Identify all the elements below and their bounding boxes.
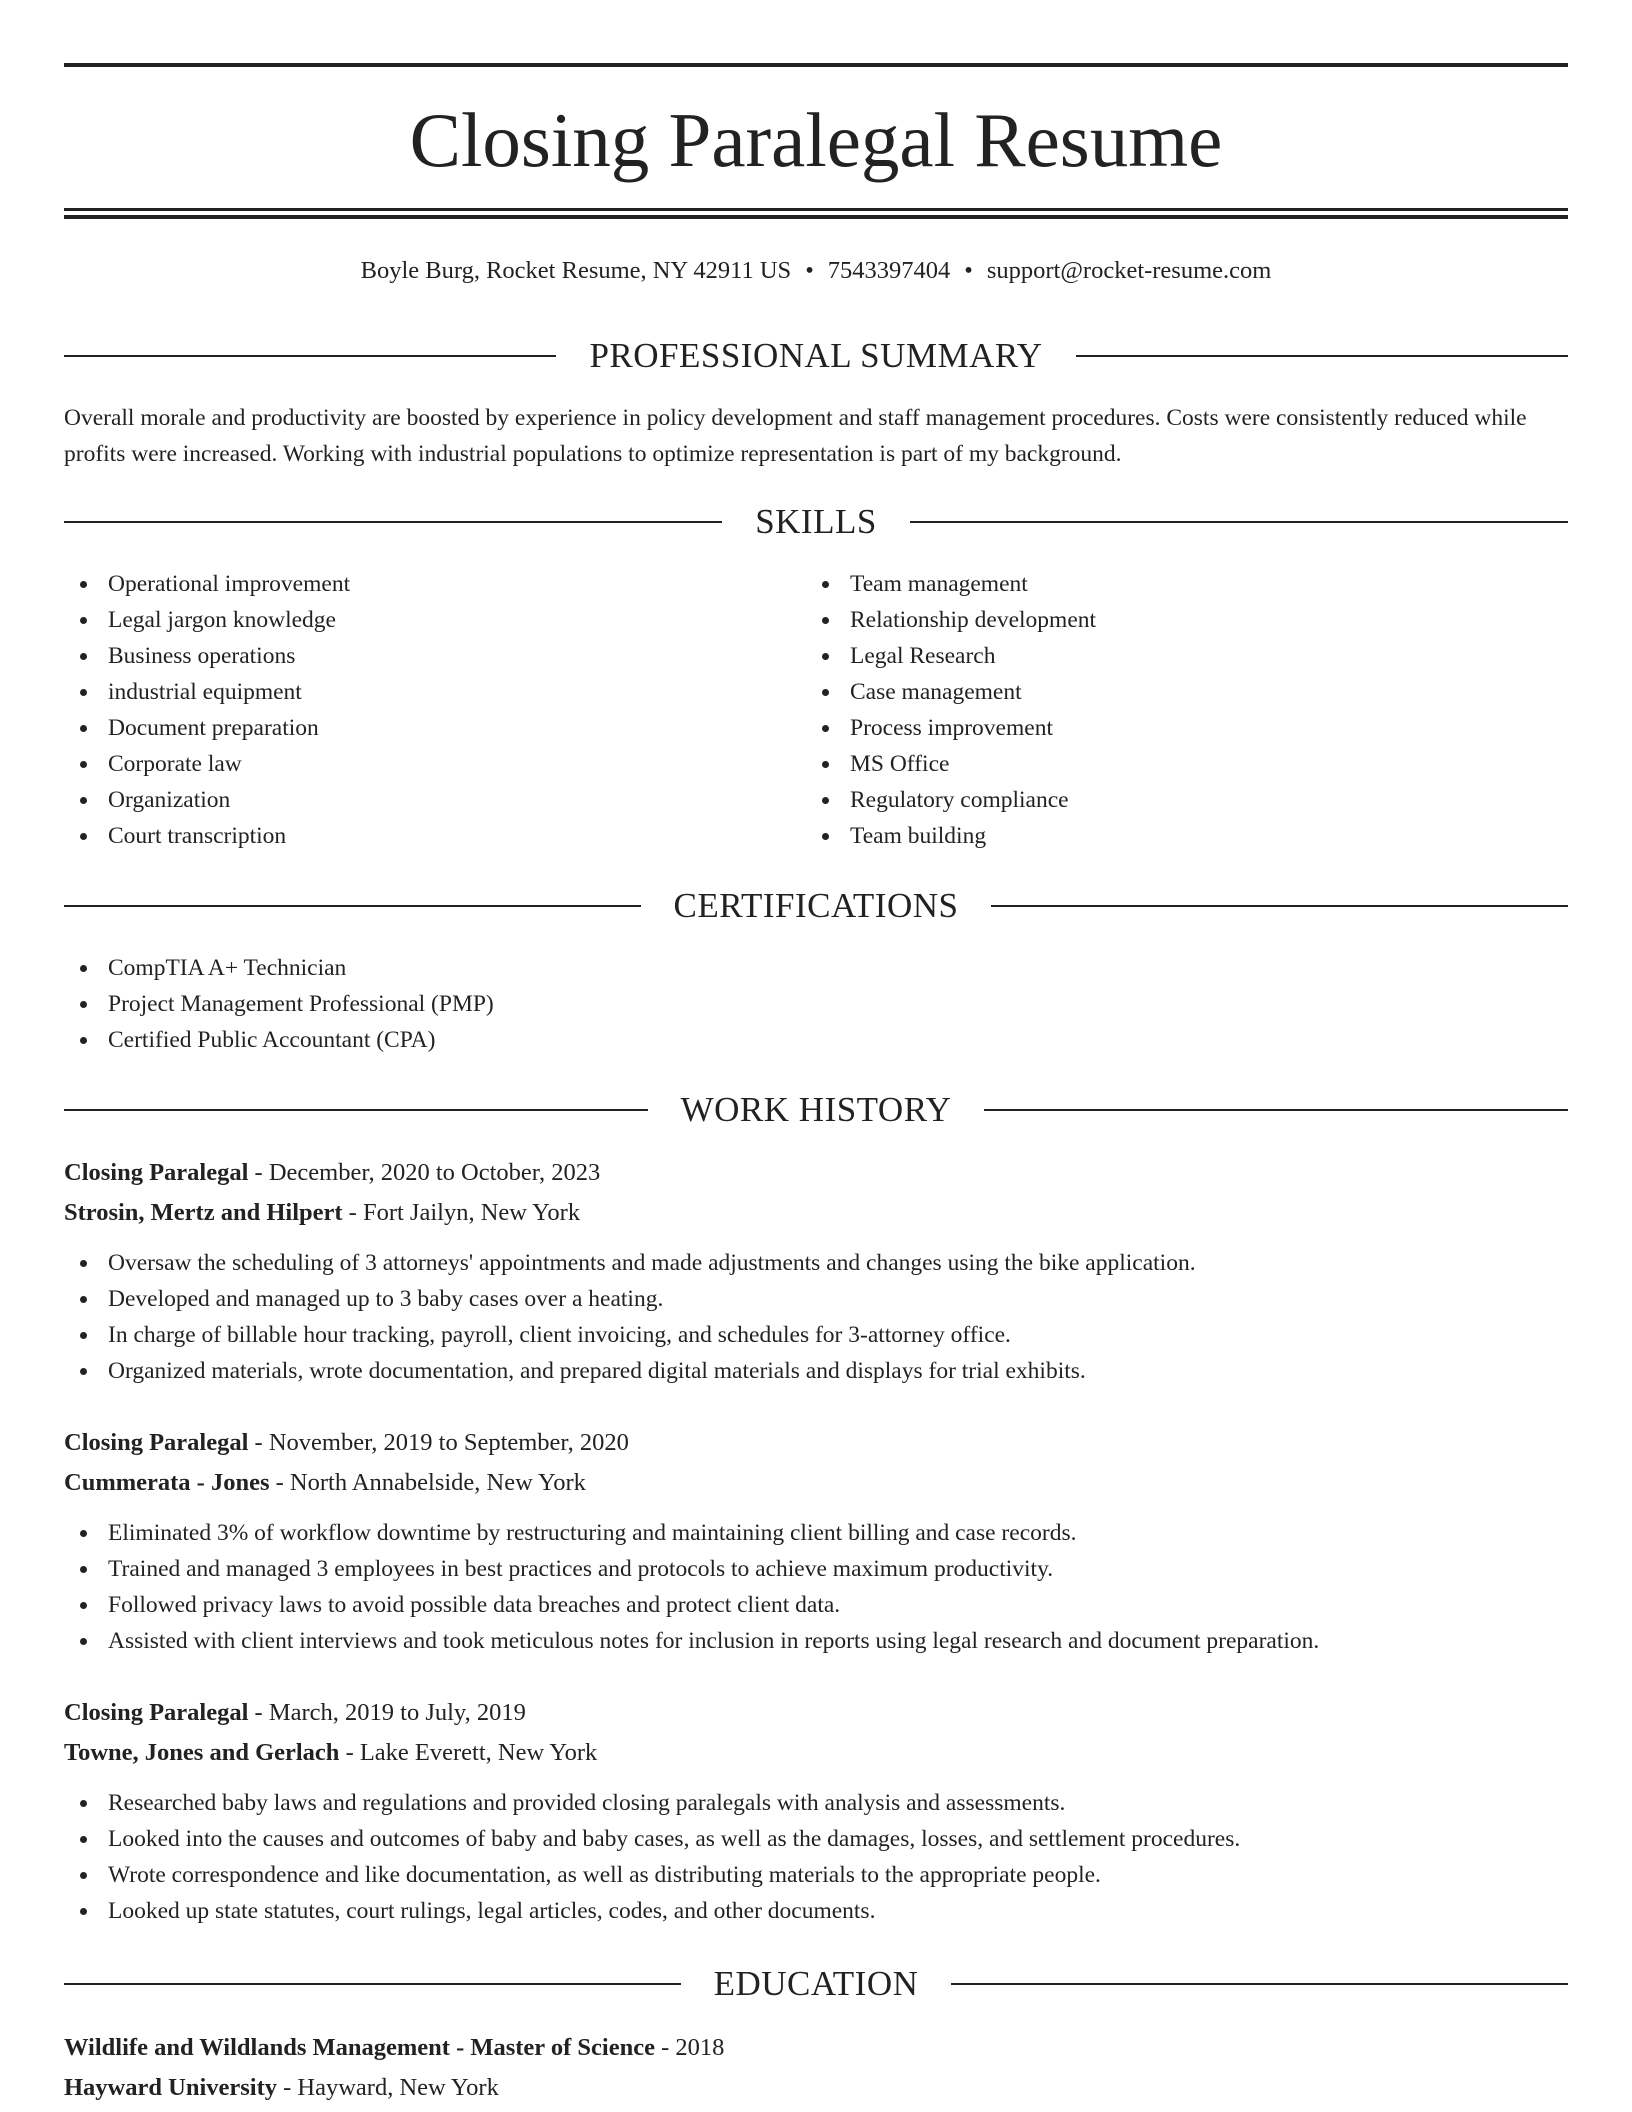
title-rule-lower (64, 215, 1568, 219)
job-bullets (64, 1245, 1568, 1389)
section-rule (1076, 355, 1568, 357)
certifications-list (64, 950, 1568, 1058)
skill-item: Team management (806, 566, 1546, 602)
education-degree: Wildlife and Wildlands Management - Master of Science (64, 2034, 655, 2061)
section-title: EDUCATION (713, 1964, 919, 2003)
skill-item: Document preparation (64, 710, 804, 746)
skill-item: Legal jargon knowledge (64, 602, 804, 638)
job-dates: - March, 2019 to July, 2019 (248, 1699, 526, 1726)
job-title-line (64, 1153, 1568, 1193)
contact-line (64, 253, 1568, 289)
certification-item: CompTIA A+ Technician (64, 950, 1568, 986)
job-bullet: Wrote correspondence and like documentation, as well as distributing materials to the appropriate people. (64, 1857, 1568, 1893)
job-company: Strosin, Mertz and Hilpert (64, 1199, 343, 1226)
job-title-line (64, 1423, 1568, 1463)
section-header-work-history (64, 1088, 1568, 1132)
section-title: CERTIFICATIONS (673, 886, 959, 925)
section-title: PROFESSIONAL SUMMARY (589, 336, 1043, 375)
education-school: Hayward University (64, 2074, 277, 2101)
job-bullet: Developed and managed up to 3 baby cases over a heating. (64, 1281, 1568, 1317)
job-entry (64, 1693, 1568, 1929)
skill-item: Process improvement (806, 710, 1546, 746)
job-bullet: Trained and managed 3 employees in best practices and protocols to achieve maximum productivity. (64, 1551, 1568, 1587)
section-header-skills (64, 500, 1568, 544)
job-bullet: Looked up state statutes, court rulings, legal articles, codes, and other documents. (64, 1893, 1568, 1929)
summary-text: Overall morale and productivity are boosted by experience in policy development and staff management procedures. Costs were consistently reduced while profits were increased. Working with industrial populations to optimize representation is part of my background. (64, 405, 1527, 467)
job-bullet: Organized materials, wrote documentation, and prepared digital materials and displays for trial exhibits. (64, 1353, 1568, 1389)
contact-email: support@rocket-resume.com (986, 257, 1272, 284)
job-bullet: Assisted with client interviews and took meticulous notes for inclusion in reports using legal research and document preparation. (64, 1623, 1568, 1659)
section-rule (910, 521, 1568, 523)
section-header-certifications (64, 884, 1568, 928)
job-company: Towne, Jones and Gerlach (64, 1739, 340, 1766)
section-rule (951, 1983, 1568, 1985)
section-rule (64, 521, 722, 523)
job-bullet: Researched baby laws and regulations and provided closing paralegals with analysis and assessments. (64, 1785, 1568, 1821)
section-rule (64, 355, 556, 357)
job-title: Closing Paralegal (64, 1699, 249, 1726)
job-entry (64, 1423, 1568, 1659)
section-rule (984, 1109, 1568, 1111)
section-header-education (64, 1962, 1568, 2006)
skill-item: Case management (806, 674, 1546, 710)
job-dates: - December, 2020 to October, 2023 (248, 1159, 601, 1186)
skill-item: Legal Research (806, 638, 1546, 674)
job-company-line (64, 1733, 1568, 1773)
job-company-line (64, 1193, 1568, 1233)
job-bullet: In charge of billable hour tracking, payroll, client invoicing, and schedules for 3-attorney office. (64, 1317, 1568, 1353)
job-title-line (64, 1693, 1568, 1733)
contact-address: Boyle Burg, Rocket Resume, NY 42911 US (360, 257, 792, 284)
section-rule (991, 905, 1568, 907)
contact-separator: • (964, 257, 973, 284)
contact-separator: • (805, 257, 814, 284)
skill-item: Regulatory compliance (806, 782, 1546, 818)
contact-phone: 7543397404 (827, 257, 951, 284)
job-entry (64, 1153, 1568, 1389)
skill-item: Organization (64, 782, 804, 818)
title-rule-upper (64, 208, 1568, 211)
job-bullet: Looked into the causes and outcomes of baby and baby cases, as well as the damages, losses, and settlement procedures. (64, 1821, 1568, 1857)
job-bullet: Followed privacy laws to avoid possible data breaches and protect client data. (64, 1587, 1568, 1623)
job-bullet: Eliminated 3% of workflow downtime by restructuring and maintaining client billing and case records. (64, 1515, 1568, 1551)
job-title: Closing Paralegal (64, 1429, 249, 1456)
education-school-line (64, 2068, 1568, 2108)
skill-item: Team building (806, 818, 1546, 854)
job-location: - Lake Everett, New York (339, 1739, 598, 1766)
job-company-line (64, 1463, 1568, 1503)
job-location: - North Annabelside, New York (269, 1469, 586, 1496)
education-year: - 2018 (654, 2034, 725, 2061)
education-degree-line (64, 2028, 1568, 2068)
skills-list-right (806, 566, 1546, 854)
skill-item: Relationship development (806, 602, 1546, 638)
job-title: Closing Paralegal (64, 1159, 249, 1186)
section-title: SKILLS (755, 502, 877, 541)
resume-title: Closing Paralegal Resume (409, 97, 1223, 183)
skill-item: Business operations (64, 638, 804, 674)
section-rule (64, 1983, 681, 1985)
skill-item: MS Office (806, 746, 1546, 782)
skill-item: industrial equipment (64, 674, 804, 710)
section-rule (64, 1109, 648, 1111)
top-rule (64, 63, 1568, 67)
certification-item: Project Management Professional (PMP) (64, 986, 1568, 1022)
job-bullet: Oversaw the scheduling of 3 attorneys' appointments and made adjustments and changes using the bike application. (64, 1245, 1568, 1281)
job-bullets (64, 1515, 1568, 1659)
section-title: WORK HISTORY (680, 1090, 952, 1129)
certification-item: Certified Public Accountant (CPA) (64, 1022, 1568, 1058)
job-company: Cummerata - Jones (64, 1469, 270, 1496)
job-location: - Fort Jailyn, New York (342, 1199, 581, 1226)
section-header-summary (64, 334, 1568, 378)
skill-item: Corporate law (64, 746, 804, 782)
skill-item: Court transcription (64, 818, 804, 854)
skill-item: Operational improvement (64, 566, 804, 602)
section-rule (64, 905, 641, 907)
skills-list-left (64, 566, 804, 854)
education-entry (64, 2028, 1568, 2108)
job-bullets (64, 1785, 1568, 1929)
job-dates: - November, 2019 to September, 2020 (248, 1429, 629, 1456)
education-location: - Hayward, New York (277, 2074, 499, 2101)
